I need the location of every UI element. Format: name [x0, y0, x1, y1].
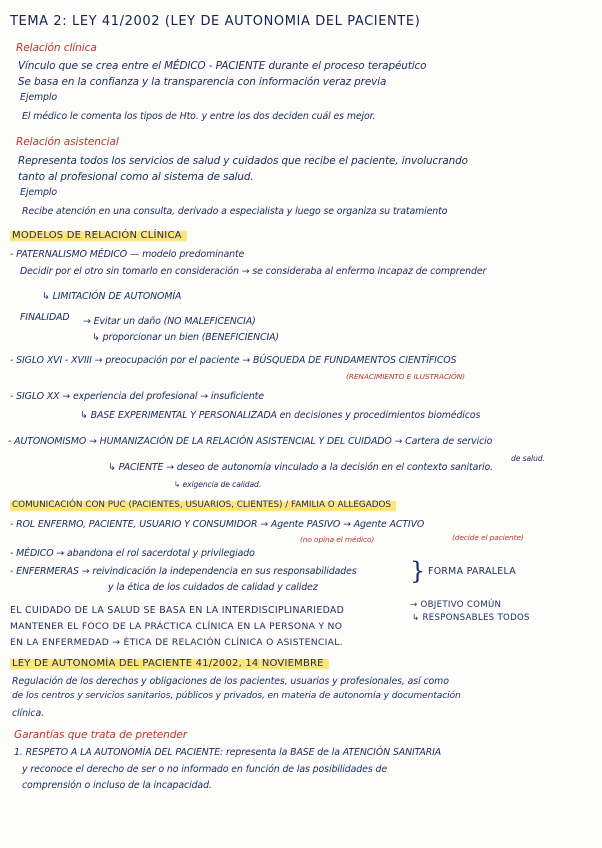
text-line: ↳ proporcionar un bien (BENEFICIENCIA): [92, 332, 279, 343]
text-line: ↳ PACIENTE → deseo de autonomía vinculado a la decisión en el contexto sanitario.: [108, 462, 493, 473]
note-renacimiento: (RENACIMIENTO E ILUSTRACIÓN): [346, 372, 465, 381]
finalidad-label: FINALIDAD: [20, 312, 70, 323]
text-line: - SIGLO XX → experiencia del profesional → insuficiente: [10, 391, 264, 402]
example-label: Ejemplo: [20, 92, 58, 103]
right-brace: }: [410, 557, 426, 585]
text-line: - AUTONOMISMO → HUMANIZACIÓN DE LA RELACIÓN ASISTENCIAL Y DEL CUIDADO → Cartera de servicio: [8, 436, 493, 447]
heading-garantias: Garantías que trata de pretender: [14, 729, 188, 741]
text-line: ↳ LIMITACIÓN DE AUTONOMÍA: [42, 291, 182, 302]
objetivo-comun: → OBJETIVO COMÚN: [410, 600, 502, 610]
note-rol-activo: (decide el paciente): [452, 533, 524, 542]
text-line: ↳ exigencia de calidad.: [174, 480, 262, 489]
forma-paralela: FORMA PARALELA: [428, 566, 516, 577]
text-line: El médico le comenta los tipos de Hto. y entre los dos deciden cuál es mejor.: [22, 111, 376, 122]
text-line: - ROL ENFERMO, PACIENTE, USUARIO Y CONSUMIDOR → Agente PASIVO → Agente ACTIVO: [10, 519, 425, 530]
text-line: - ENFERMERAS → reivindicación la independencia en sus responsabilidades: [10, 566, 357, 577]
text-line: ↳ BASE EXPERIMENTAL Y PERSONALIZADA en decisiones y procedimientos biomédicos: [80, 410, 481, 421]
heading-modelos: MODELOS DE RELACIÓN CLÍNICA: [10, 229, 187, 242]
heading-relacion-clinica: Relación clínica: [16, 42, 97, 54]
text-line: MANTENER EL FOCO DE LA PRÁCTICA CLÍNICA EN LA PERSONA Y NO: [10, 621, 343, 632]
example-label: Ejemplo: [20, 187, 58, 198]
text-line: 1. RESPETO A LA AUTONOMÍA DEL PACIENTE: representa la BASE de la ATENCIÓN SANITARIA: [14, 747, 442, 758]
responsables-todos: ↳ RESPONSABLES TODOS: [412, 613, 530, 623]
page-title: TEMA 2: LEY 41/2002 (LEY DE AUTONOMIA DEL PACIENTE): [10, 14, 421, 29]
text-line: Representa todos los servicios de salud y cuidados que recibe el paciente, involucrando: [18, 155, 468, 167]
heading-ley: LEY DE AUTONOMÍA DEL PACIENTE 41/2002, 14 NOVIEMBRE: [10, 657, 329, 670]
text-line: Vínculo que se crea entre el MÉDICO - PACIENTE durante el proceso terapéutico: [18, 60, 427, 72]
text-line: y reconoce el derecho de ser o no informado en función de las posibilidades de: [22, 764, 388, 775]
note-rol-pasivo: (no opina el médico): [300, 535, 375, 544]
text-line: de los centros y servicios sanitarios, públicos y privados, en materia de autonomía y documentación: [12, 691, 461, 701]
text-line: tanto al profesional como al sistema de salud.: [18, 171, 254, 183]
text-line: EN LA ENFERMEDAD → ÉTICA DE RELACIÓN CLÍNICA O ASISTENCIAL.: [10, 637, 343, 648]
heading-comunicacion: COMUNICACIÓN CON PUC (PACIENTES, USUARIOS, CLIENTES) / FAMILIA O ALLEGADOS: [10, 499, 396, 512]
text-line: Se basa en la confianza y la transparencia con información veraz previa: [18, 76, 387, 88]
text-line: - MÉDICO → abandona el rol sacerdotal y privilegiado: [10, 548, 255, 559]
text-line: Decidir por el otro sin tomarlo en consideración → se consideraba al enfermo incapaz de comprender: [20, 266, 487, 277]
text-line: y la ética de los cuidados de calidad y calidez: [108, 582, 318, 593]
text-line: comprensión o incluso de la incapacidad.: [22, 780, 212, 791]
text-line: Recibe atención en una consulta, derivado a especialista y luego se organiza su tratamiento: [22, 206, 448, 217]
text-line: clínica.: [12, 708, 44, 719]
text-line: - PATERNALISMO MÉDICO — modelo predominante: [10, 249, 245, 260]
text-line: → Evitar un daño (NO MALEFICENCIA): [83, 316, 256, 327]
text-line: Regulación de los derechos y obligaciones de los pacientes, usuarios y profesionales, así como: [12, 676, 449, 687]
heading-relacion-asistencial: Relación asistencial: [16, 136, 119, 148]
text-line: EL CUIDADO DE LA SALUD SE BASA EN LA INTERDISCIPLINARIEDAD: [10, 605, 345, 616]
text-line: de salud.: [511, 454, 545, 463]
text-line: - SIGLO XVI - XVIII → preocupación por el paciente → BÚSQUEDA DE FUNDAMENTOS CIENTÍFICOS: [10, 355, 457, 366]
